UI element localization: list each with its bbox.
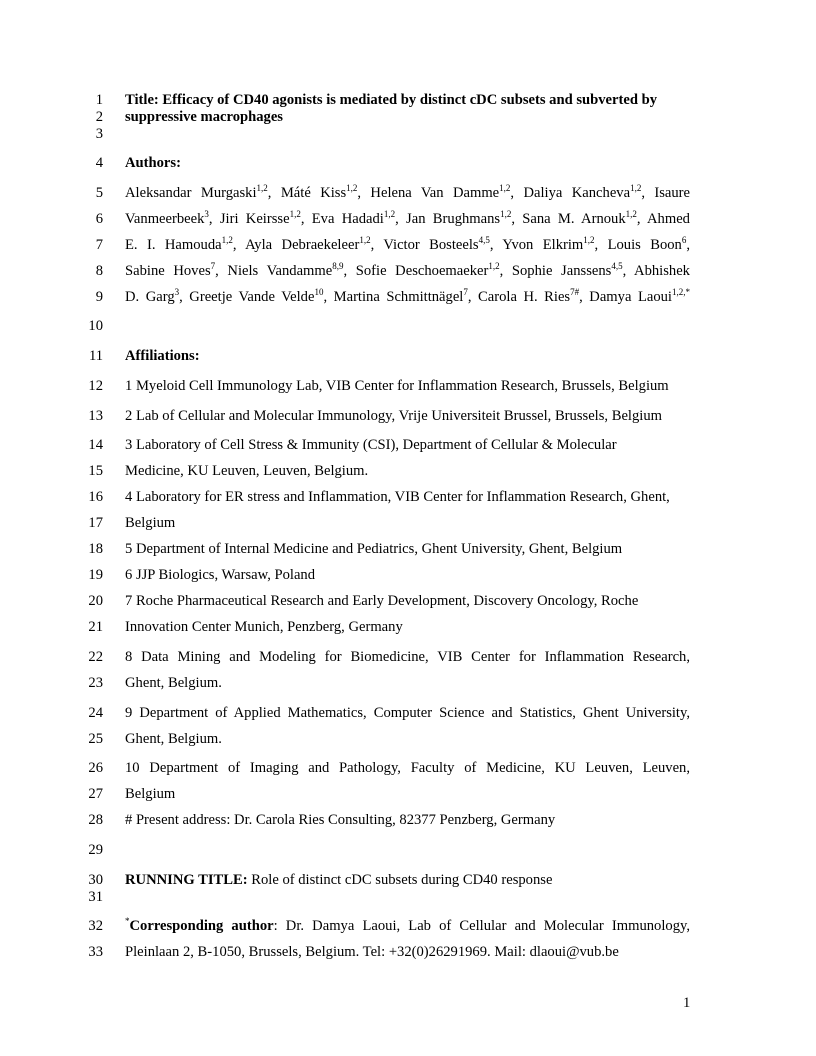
- author-name: , Sofie Deschoemaeker: [343, 263, 489, 279]
- line-number: 3: [95, 126, 103, 142]
- line-number: 19: [88, 567, 103, 583]
- author-name: , Carola H. Ries: [467, 289, 571, 305]
- author-line: [125, 263, 690, 280]
- line-number: 7: [95, 237, 103, 253]
- author-name: Vanmeerbeek: [125, 211, 205, 227]
- line-number: 14: [88, 437, 103, 453]
- running-title-text: Role of distinct cDC subsets during CD40 response: [247, 872, 553, 888]
- authors-heading: Authors:: [125, 155, 181, 171]
- line-number: 1: [95, 92, 103, 108]
- author-name: , Ahmed: [636, 211, 690, 227]
- author-line: [125, 185, 690, 202]
- line-number: 8: [95, 263, 103, 279]
- affiliation-line: Ghent, Belgium.: [125, 731, 222, 747]
- author-line: [125, 289, 690, 306]
- line-number: 32: [88, 918, 103, 934]
- affiliation-line: Medicine, KU Leuven, Leuven, Belgium.: [125, 463, 369, 479]
- line-number: 13: [88, 408, 103, 424]
- corresponding-text: : Dr. Damya Laoui, Lab of Cellular and Molecular Immunology,: [273, 918, 690, 934]
- line-number: 11: [88, 348, 103, 364]
- affiliation-superscript: 7: [463, 287, 468, 297]
- line-number: 17: [88, 515, 103, 531]
- corresponding-author-line-2: Pleinlaan 2, B-1050, Brussels, Belgium. Tel: +32(0)26291969. Mail: dlaoui@vub.be: [125, 944, 619, 960]
- affiliation-superscript: 1,2: [625, 209, 637, 219]
- corresponding-label: Corresponding author: [129, 918, 274, 934]
- affiliation-superscript: 1,2: [488, 261, 500, 271]
- line-number: 5: [95, 185, 103, 201]
- author-name: , Isaure: [641, 185, 691, 201]
- line-number: 18: [88, 541, 103, 557]
- affiliation-line: 3 Laboratory of Cell Stress & Immunity (CSI), Department of Cellular & Molecular: [125, 437, 617, 453]
- author-name: , Ayla Debraekeleer: [232, 237, 360, 253]
- affiliation-line: 8 Data Mining and Modeling for Biomedicine, VIB Center for Inflammation Research,: [125, 649, 690, 665]
- affiliation-superscript: 1,2: [499, 183, 511, 193]
- author-name: , Damya Laoui: [579, 289, 672, 305]
- line-number: 9: [95, 289, 103, 305]
- author-line: [125, 211, 690, 228]
- author-name: Aleksandar Murgaski: [125, 185, 257, 201]
- affiliation-superscript: 3: [204, 209, 209, 219]
- affiliation-line: 7 Roche Pharmaceutical Research and Early Development, Discovery Oncology, Roche: [125, 593, 639, 609]
- author-name: ,: [686, 237, 691, 253]
- line-number: 23: [88, 675, 103, 691]
- affiliation-superscript: 1,2: [346, 183, 358, 193]
- author-name: D. Garg: [125, 289, 175, 305]
- affiliation-superscript: 1,2,*: [671, 287, 690, 297]
- line-number: 12: [88, 378, 103, 394]
- author-name: , Máté Kiss: [267, 185, 347, 201]
- affiliation-line: 10 Department of Imaging and Pathology, Faculty of Medicine, KU Leuven, Leuven,: [125, 760, 690, 776]
- author-name: , Niels Vandamme: [215, 263, 333, 279]
- line-number: 6: [95, 211, 103, 227]
- affiliation-superscript: 1,2: [256, 183, 268, 193]
- running-title: [125, 872, 690, 889]
- affiliation-superscript: 1,2: [500, 209, 512, 219]
- affiliation-superscript: 10: [314, 287, 324, 297]
- line-number: 20: [88, 593, 103, 609]
- affiliation-superscript: 4,5: [611, 261, 623, 271]
- affiliation-line: Belgium: [125, 515, 176, 531]
- title-label: Title: [125, 92, 154, 108]
- author-name: , Abhishek: [622, 263, 690, 279]
- author-name: , Louis Boon: [594, 237, 682, 253]
- line-number: 24: [88, 705, 103, 721]
- affiliation-line: 5 Department of Internal Medicine and Pediatrics, Ghent University, Ghent, Belgium: [125, 541, 623, 557]
- line-number: 22: [88, 649, 103, 665]
- affiliation-superscript: 1,2: [289, 209, 301, 219]
- affiliation-line: 2 Lab of Cellular and Molecular Immunology, Vrije Universiteit Brussel, Brussels, Belgium: [125, 408, 662, 424]
- affiliation-superscript: 1,2: [221, 235, 233, 245]
- affiliation-superscript: 1,2: [359, 235, 371, 245]
- author-name: , Eva Hadadi: [300, 211, 384, 227]
- line-number: 16: [88, 489, 103, 505]
- affiliation-superscript: 7#: [570, 287, 580, 297]
- author-line: [125, 237, 690, 254]
- line-number: 25: [88, 731, 103, 747]
- running-title-label: RUNNING TITLE:: [125, 872, 248, 888]
- affiliation-line: Belgium: [125, 786, 176, 802]
- line-number: 27: [88, 786, 103, 802]
- affiliation-line: 4 Laboratory for ER stress and Inflammation, VIB Center for Inflammation Research, Ghent,: [125, 489, 670, 505]
- affiliation-superscript: 1,2: [630, 183, 642, 193]
- title-line-1: [125, 92, 690, 109]
- author-name: , Martina Schmittnägel: [323, 289, 464, 305]
- line-number: 31: [88, 889, 103, 905]
- line-number: 10: [88, 318, 103, 334]
- corresponding-author-line-1: [125, 918, 690, 935]
- author-name: , Jan Brughmans: [395, 211, 501, 227]
- line-number: 4: [95, 155, 103, 171]
- line-number: 29: [88, 842, 103, 858]
- author-name: Sabine Hoves: [125, 263, 211, 279]
- title-text: : Efficacy of CD40 agonists is mediated by distinct cDC subsets and subverted by: [153, 92, 658, 108]
- affiliation-superscript: 3: [174, 287, 180, 297]
- line-number: 15: [88, 463, 103, 479]
- affiliation-superscript: 7: [210, 261, 216, 271]
- affiliation-line: Ghent, Belgium.: [125, 675, 222, 691]
- affiliation-line: 6 JJP Biologics, Warsaw, Poland: [125, 567, 316, 583]
- author-name: , Helena Van Damme: [357, 185, 500, 201]
- affiliation-superscript: 1,2: [383, 209, 396, 219]
- author-name: , Sana M. Arnouk: [511, 211, 626, 227]
- line-number: 30: [88, 872, 103, 888]
- title-line-2: [125, 109, 690, 126]
- author-name: E. I. Hamouda: [125, 237, 222, 253]
- affiliation-superscript: 6: [681, 235, 687, 245]
- author-name: , Victor Bosteels: [370, 237, 479, 253]
- page-number: 1: [683, 995, 691, 1011]
- author-name: , Jiri Keirsse: [208, 211, 290, 227]
- line-number: 26: [88, 760, 103, 776]
- author-name: , Greetje Vande Velde: [179, 289, 315, 305]
- affiliation-superscript: 4,5: [478, 235, 490, 245]
- affiliation-line: 1 Myeloid Cell Immunology Lab, VIB Center for Inflammation Research, Brussels, Belgium: [125, 378, 669, 394]
- present-address-note: # Present address: Dr. Carola Ries Consulting, 82377 Penzberg, Germany: [125, 812, 556, 828]
- affiliation-superscript: 8,9: [332, 261, 344, 271]
- line-number: 2: [95, 109, 103, 125]
- affiliation-superscript: 1,2: [583, 235, 595, 245]
- line-number: 28: [88, 812, 103, 828]
- corresponding-marker: *: [125, 916, 130, 926]
- title-text-cont: suppressive macrophages: [125, 109, 283, 125]
- affiliations-heading: Affiliations:: [125, 348, 200, 364]
- affiliation-line: Innovation Center Munich, Penzberg, Germany: [125, 619, 403, 635]
- line-number: 33: [88, 944, 103, 960]
- author-name: , Yvon Elkrim: [489, 237, 584, 253]
- affiliation-line: 9 Department of Applied Mathematics, Computer Science and Statistics, Ghent University,: [125, 705, 690, 721]
- author-name: , Daliya Kancheva: [510, 185, 631, 201]
- line-number: 21: [88, 619, 103, 635]
- author-name: , Sophie Janssens: [499, 263, 612, 279]
